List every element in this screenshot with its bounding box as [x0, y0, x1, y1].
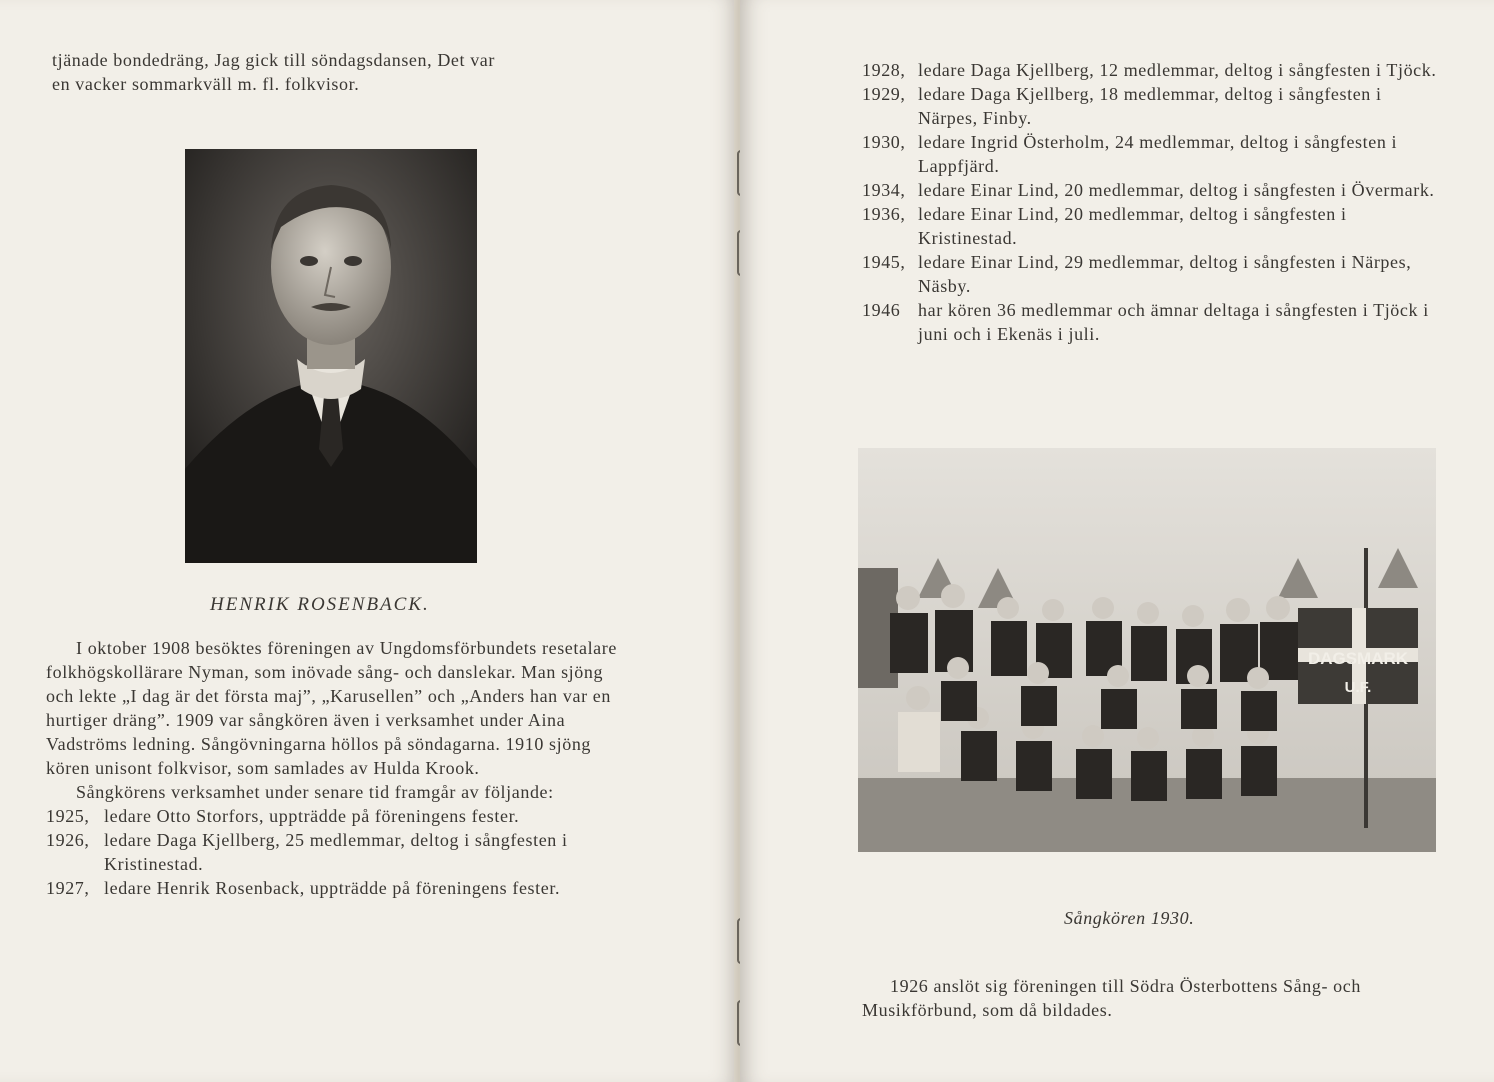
closing-paragraph: 1926 anslöt sig föreningen till Södra Österbottens Sång- och Musikförbund, som då bildades.: [862, 976, 1361, 1020]
year-label: 1946: [862, 300, 901, 320]
history-text: [46, 636, 626, 900]
choir-group-photo: [858, 448, 1436, 852]
paragraph: I oktober 1908 besöktes föreningen av Ungdomsförbundets resetalare folkhögskollärare Nyman, som inövade sång- och danslekar. Man sjöng och lekte „I dag är det första maj”, „Karusellen” och „Anders han var en hurtiger dräng”. 1909 var sångkören även i verksamhet under Aina Vadströms ledning. Sångövningarna höllos på söndagarna. 1910 sjöng kören unisont folkvisor, som samlades av Hulda Krook.: [46, 638, 617, 778]
entry-text: ledare Einar Lind, 20 medlemmar, deltog i sångfesten i Kristinestad.: [918, 204, 1347, 248]
banner-label: DAGSMARK: [1307, 649, 1409, 668]
entry-text: ledare Daga Kjellberg, 18 medlemmar, deltog i sångfesten i Närpes, Finby.: [918, 84, 1382, 128]
portrait-caption: HENRIK ROSENBACK.: [210, 594, 430, 615]
year-entry: [46, 804, 626, 828]
choir-year-list-continued: [862, 58, 1442, 346]
year-entry: [46, 828, 626, 876]
year-label: 1930,: [862, 132, 906, 152]
year-label: 1945,: [862, 252, 906, 272]
year-label: 1936,: [862, 204, 906, 224]
left-page: [0, 0, 738, 1082]
portrait-photo: [185, 149, 477, 563]
choir-year-list: [46, 804, 626, 900]
banner-label: U.F.: [1344, 679, 1372, 696]
portrait-illustration: [185, 149, 477, 563]
entry-text: har kören 36 medlemmar och ämnar deltaga i sångfesten i Tjöck i juni och i Ekenäs i juli.: [918, 300, 1429, 344]
year-entry: [862, 250, 1442, 298]
entry-text: ledare Henrik Rosenback, uppträdde på föreningens fester.: [104, 878, 561, 898]
intro-text: [52, 48, 642, 96]
entry-text: ledare Ingrid Österholm, 24 medlemmar, deltog i sångfesten i Lappfjärd.: [918, 132, 1398, 176]
group-photo-caption: Sångkören 1930.: [1064, 908, 1195, 928]
year-entry: [862, 298, 1442, 346]
entry-text: ledare Daga Kjellberg, 12 medlemmar, deltog i sångfesten i Tjöck.: [918, 60, 1437, 80]
year-entry: [862, 130, 1442, 178]
year-entry: [862, 58, 1442, 82]
entry-text: ledare Einar Lind, 20 medlemmar, deltog i sångfesten i Övermark.: [918, 180, 1435, 200]
year-label: 1929,: [862, 84, 906, 104]
year-list: [862, 58, 1442, 346]
year-entry: [862, 178, 1442, 202]
year-label: 1934,: [862, 180, 906, 200]
year-label: 1927,: [46, 878, 90, 898]
year-entry: [862, 202, 1442, 250]
year-entry: [862, 82, 1442, 130]
banner: [1298, 608, 1418, 704]
year-entry: [46, 876, 626, 900]
year-label: 1925,: [46, 806, 90, 826]
year-label: 1926,: [46, 830, 90, 850]
entry-text: ledare Einar Lind, 29 medlemmar, deltog i sångfesten i Närpes, Näsby.: [918, 252, 1412, 296]
intro-line: tjänade bondedräng, Jag gick till söndagsdansen, Det var: [52, 50, 495, 70]
group-photo-illustration: [858, 448, 1436, 852]
paragraph: Sångkörens verksamhet under senare tid framgår av följande:: [76, 782, 554, 802]
year-label: 1928,: [862, 60, 906, 80]
intro-line: en vacker sommarkväll m. fl. folkvisor.: [52, 74, 360, 94]
entry-text: ledare Daga Kjellberg, 25 medlemmar, deltog i sångfesten i Kristinestad.: [104, 830, 568, 874]
entry-text: ledare Otto Storfors, uppträdde på föreningens fester.: [104, 806, 520, 826]
